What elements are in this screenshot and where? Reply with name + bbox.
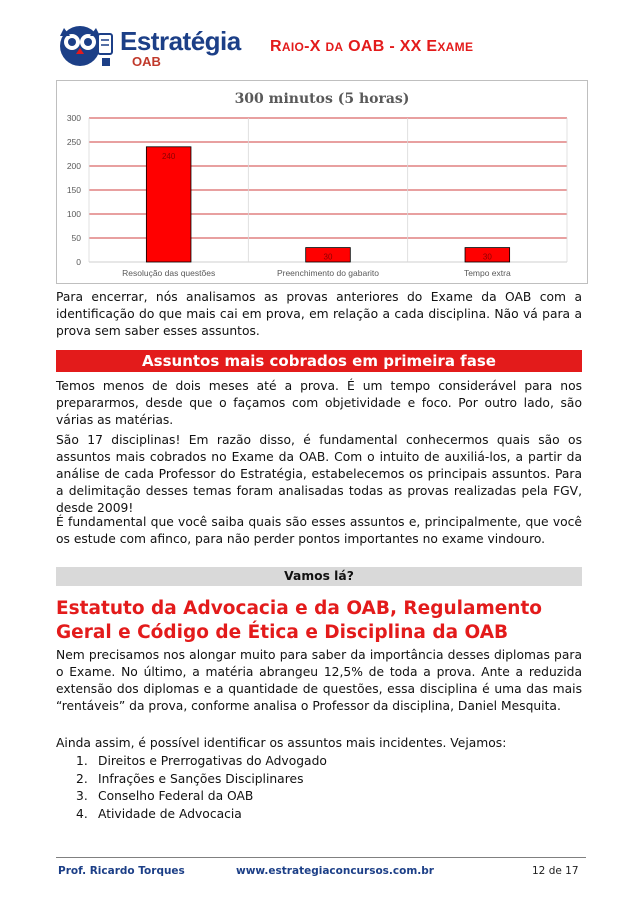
title-part: R: [270, 38, 282, 55]
owl-mascot-icon: [58, 20, 116, 70]
x-tick-label: Preenchimento do gabarito: [276, 268, 380, 278]
list-item: 1. Direitos e Prerrogativas do Advogado: [76, 754, 327, 768]
title-part: OAB - XX E: [343, 38, 438, 55]
paragraph-1: Temos menos de dois meses até a prova. É um tempo considerável para nos prepararmos, desde que o façamos com objetividade e foco. Por outro lado, são várias as matérias.: [56, 379, 582, 427]
estrategia-logo: [58, 20, 248, 70]
data-label: 240: [161, 151, 176, 161]
list-item: 3. Conselho Federal da OAB: [76, 789, 254, 803]
title-part: -X: [304, 38, 326, 55]
brand-name: Estratégia: [120, 26, 241, 56]
topics-list: [56, 753, 582, 823]
bar: [146, 147, 191, 262]
footer-divider: [56, 857, 586, 858]
subsection-heading: Estatuto da Advocacia e da OAB, Regulamento Geral e Código de Ética e Disciplina da OAB: [56, 598, 543, 643]
y-tick-label: 250: [66, 137, 81, 147]
title-part: DA: [325, 40, 344, 54]
sub-paragraph-1: Nem precisamos nos alongar muito para saber da importância desses diplomas para o Exame. No último, a matéria abrangeu 12,5% de toda a prova. Ante a reduzida extensão dos diplomas e a quantidade de questões, essa disciplina é uma das mais “rentáveis” da prova, conforme analisa o Professor da disciplina, Daniel Mesquita.: [56, 648, 582, 713]
time-allocation-chart: [56, 80, 588, 284]
title-part: XAME: [437, 40, 474, 54]
paragraph-2: São 17 disciplinas! Em razão disso, é fundamental conhecermos quais são os assuntos mais cobrados no Exame da OAB. Com o intuito de auxiliá-los, a partir da análise de cada Professor do Estratégia, estabelecemos os principais assuntos. Para a delimitação desses temas foram analisadas todas as provas realizadas pela FGV, desde 2009!: [56, 433, 582, 515]
data-label: 30: [482, 252, 492, 262]
y-tick-label: 200: [66, 161, 81, 171]
y-tick-label: 300: [66, 113, 81, 123]
section-heading: Assuntos mais cobrados em primeira fase: [56, 350, 582, 372]
footer-page-number: 12 de 17: [532, 865, 579, 877]
x-tick-label: Resolução das questões: [122, 268, 216, 278]
sub-paragraph-2: Ainda assim, é possível identificar os assuntos mais incidentes. Vejamos:: [56, 736, 507, 750]
y-tick-label: 100: [66, 209, 81, 219]
chart-title: 300 minutos (5 horas): [234, 91, 410, 107]
page-title: [270, 38, 473, 56]
paragraph-3: É fundamental que você saiba quais são esses assuntos e, principalmente, que você os estude com afinco, para não perder pontos importantes no exame vindouro.: [56, 515, 582, 546]
page-header: [58, 18, 586, 74]
vamos-banner: Vamos lá?: [56, 567, 582, 586]
list-item: 4. Atividade de Advocacia: [76, 806, 242, 821]
title-part: AIO: [281, 40, 305, 54]
y-tick-label: 150: [66, 185, 81, 195]
bar-chart-svg: [57, 81, 587, 283]
footer-author: Prof. Ricardo Torques: [58, 865, 185, 877]
y-tick-label: 0: [76, 257, 81, 267]
intro-paragraph: Para encerrar, nós analisamos as provas anteriores do Exame da OAB com a identificação do que mais cai em prova, em relação a cada disciplina. Não vá para a prova sem saber esses assuntos.: [56, 290, 582, 338]
x-tick-label: Tempo extra: [463, 268, 511, 278]
footer-website-link[interactable]: www.estrategiaconcursos.com.br: [236, 865, 434, 877]
list-item: 2. Infrações e Sanções Disciplinares: [76, 771, 304, 786]
y-tick-label: 50: [71, 233, 81, 243]
data-label: 30: [323, 252, 333, 262]
brand-subtitle: OAB: [132, 54, 161, 69]
